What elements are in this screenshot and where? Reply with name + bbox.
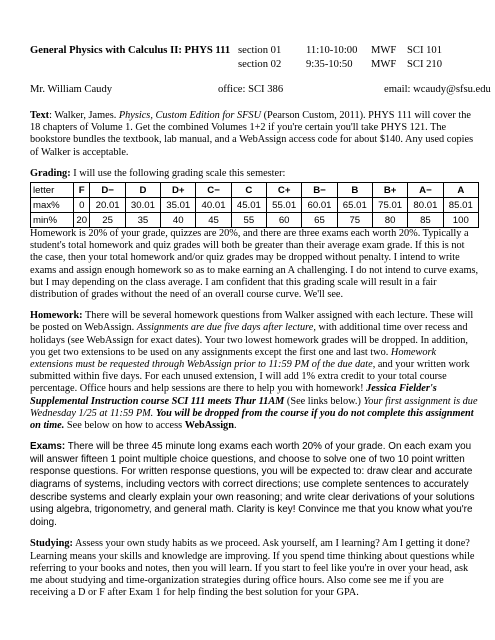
section-number: section 02 [238,59,282,70]
row-header: letter [31,183,74,198]
studying-paragraph: Studying: Assess your own study habits as we proceed. Ask yourself, am I learning? Am I getting it done? Learning means your skills and knowledge are improving. If you spend time thinking about questions while referring to your books and notes, then you will learn. If you start to feel like you're in over your head, ask me about studying and time-organization strategies during office hours. Also come see me if you are receiving a D or F after Exam 1 for help finding the best solution for your GPA. [30,538,475,599]
row-header: max% [31,198,74,213]
grading-label: Grading: [30,167,71,179]
course-header [30,44,479,72]
grading-intro: Grading: I will use the following grading scale this semester: [30,167,286,179]
table-cell: 100 [443,213,478,228]
table-cell: 35.01 [161,198,196,213]
section-02-row [30,58,479,72]
section-days: MWF [371,59,397,70]
homework-label: Homework: [30,310,83,322]
exams-paragraph: Exams: There will be three 45 minute long exams each worth 20% of your grade. On each exam you will answer fifteen 1 point multiple choice questions, and choose to solve one of two 10 point written response questions. For written response questions, you will be expected to: draw clear and accurate diagrams of systems, including vectors with correct directions; use complete sentences to accurately describe systems and clearly explain your own reasoning; and write clear derivations of your solutions using algebra, trigonometry, and general math. Clarity is key! Convince me that you know what you're doing. [30,441,475,528]
table-cell: 55 [231,213,266,228]
studying-label: Studying: [30,538,73,550]
table-cell: 80 [372,213,407,228]
textbook-title: Physics, Custom Edition for SFSU [118,110,262,121]
table-cell: 60 [267,213,302,228]
instructor-name: Mr. William Caudy [30,84,113,95]
table-cell: 40 [161,213,196,228]
table-cell: D [125,183,160,198]
table-row-min [31,213,479,228]
section-01-row [30,44,479,58]
webassign-label: WebAssign [184,420,234,432]
instructor-line [30,84,491,98]
table-cell: 75 [337,213,372,228]
row-header: min% [31,213,74,228]
table-cell: 85 [408,213,443,228]
table-cell: A [443,183,478,198]
table-cell: 75.01 [372,198,407,213]
section-room: SCI 210 [407,59,443,70]
table-cell: 20 [74,213,90,228]
table-cell: 25 [90,213,125,228]
table-cell: 65 [302,213,337,228]
table-cell: 20.01 [90,198,125,213]
table-cell: C [231,183,266,198]
course-title: General Physics with Calculus II: PHYS 111 [30,45,231,56]
table-cell: D+ [161,183,196,198]
table-cell: C− [196,183,231,198]
table-cell: 65.01 [337,198,372,213]
table-row-letter [31,183,479,198]
table-cell: 30.01 [125,198,160,213]
table-cell: A− [408,183,443,198]
table-cell: 85.01 [443,198,478,213]
table-cell: D− [90,183,125,198]
homework-paragraph: Homework: There will be several homework questions from Walker assigned with each lecture. These will be posted on WebAssign. Assignments are due five days after lecture, with additional time over recess and holidays (see WebAssign for exact dates). Your two lowest homework grades will be dropped. In addition, you get two extensions to be used on any assignments except the first one and last two. Homework extensions must be requested through WebAssign prior to 11:59 PM of the due date, and your written work submitted within five days. For each unused extension, I will add 1% extra credit to your total course percentage. Office hours and help sessions are there to help you with homework! Jessica Fielder's Supplemental Instruction course SCI 111 meets Thur 11AM (See links below.) Your first assignment is due Wednesday 1/25 at 11:59 PM. You will be dropped from the course if you do not complete this assignment on time. See below on how to access WebAssign. [30,310,478,432]
table-cell: 55.01 [267,198,302,213]
table-row-max [31,198,479,213]
section-room: SCI 101 [407,45,443,56]
drop-warning: You will be dropped from the course if you do not complete this assignment on time. [30,407,474,432]
grading-paragraph: Homework is 20% of your grade, quizzes are 20%, and there are three exams each worth 20%. Typically a student's total homework and quiz grades will both be greater than their average exam grade. If this is not the case, then your total homework and/or quiz grades may be dropped without penalty. I intend to write exams and assign enough homework so as to make earning an A challenging. I do not intend to curve exams, but I may depending on the class average. I am confident that this grading scale will result in a fair distribution of grades without the need of an overall course curve. We'll see. [30,228,479,301]
section-number: section 01 [238,45,282,56]
text-label: Text [30,110,50,121]
section-time: 11:10-10:00 [306,45,358,56]
section-days: MWF [371,45,397,56]
supplemental-instruction-note: Jessica Fielder's Supplemental Instruction course SCI 111 meets Thur 11AM [30,383,437,407]
section-time: 9:35-10:50 [306,59,353,70]
table-cell: 45 [196,213,231,228]
table-cell: 45.01 [231,198,266,213]
table-cell: B− [302,183,337,198]
table-cell: F [74,183,90,198]
table-cell: 0 [74,198,90,213]
table-cell: 60.01 [302,198,337,213]
grading-scale-table [30,182,479,228]
table-cell: 35 [125,213,160,228]
table-cell: C+ [267,183,302,198]
table-cell: B+ [372,183,407,198]
table-cell: B [337,183,372,198]
text-paragraph: Text: Walker, James. Physics, Custom Edition for SFSU (Pearson Custom, 2011). PHYS 111 will cover the 18 chapters of Volume 1. Get the combined Volumes 1+2 if you're certain you'll take PHYS 121. The bookstore bundles the textbook, lab manual, and a WebAssign access code for about $140. Any used copies of Walker is acceptable. [30,110,474,158]
instructor-office: office: SCI 386 [218,84,284,95]
table-cell: 80.01 [408,198,443,213]
table-cell: 40.01 [196,198,231,213]
exams-label: Exams: [30,441,66,453]
instructor-email: email: wcaudy@sfsu.edu [384,84,491,95]
